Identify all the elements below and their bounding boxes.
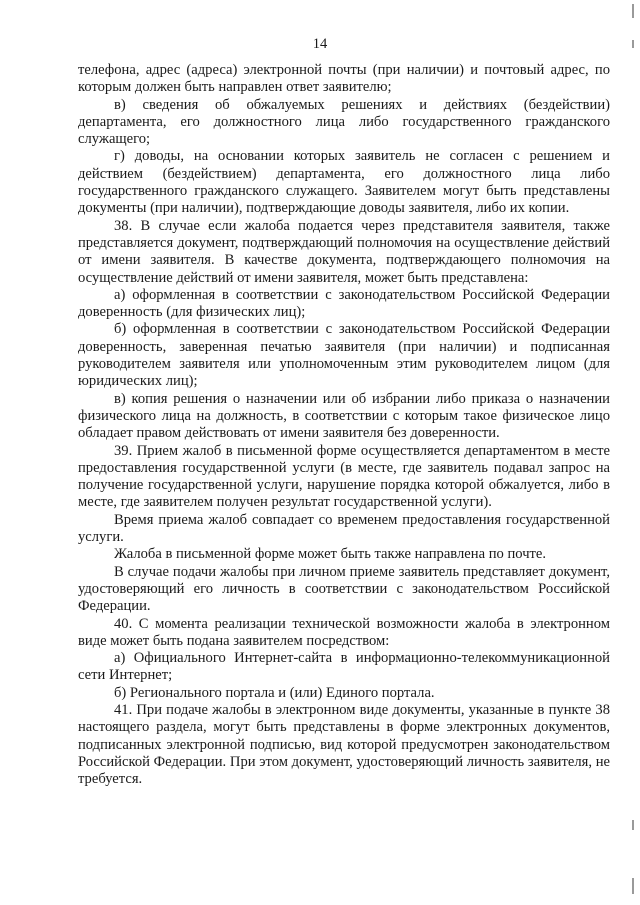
- paragraph: б) Регионального портала и (или) Единого портала.: [114, 684, 435, 701]
- page-number: 14: [312, 36, 328, 52]
- paragraph: В случае подачи жалобы при личном приеме заявитель представляет документ, удостоверяющий его личность в соответствии с законодательством Российской Федерации.: [78, 563, 610, 615]
- paragraph: 40. С момента реализации технической возможности жалоба в электронном виде может быть подана заявителем посредством:: [78, 615, 610, 649]
- paragraph: а) Официального Интернет-сайта в информационно-телекоммуникационной сети Интернет;: [78, 650, 610, 684]
- scan-edge-mark: [632, 878, 634, 894]
- paragraph: 41. При подаче жалобы в электронном виде документы, указанные в пункте 38 настоящего раздела, могут быть представлены в форме электронных документов, подписанных электронной подписью, вид которой предусмотрен законодательством Российской Федерации. При этом документ, удостоверяющий личность заявителя, не требуется.: [78, 701, 610, 788]
- paragraph: г) доводы, на основании которых заявитель не согласен с решением и действием (бездействием) департамента, его должностного лица либо государственного гражданского служащего. Заявителем могут быть представлены документы (при наличии), подтверждающие доводы заявителя, либо их копии.: [78, 148, 610, 217]
- paragraph: в) копия решения о назначении или об избрании либо приказа о назначении физического лица на должность, в соответствии с которым такое физическое лицо обладает правом действовать от имени заявителя без доверенности.: [78, 390, 610, 442]
- paragraph: б) оформленная в соответствии с законодательством Российской Федерации доверенность, заверенная печатью заявителя (при наличии) и подписанная руководителем заявителя или уполномоченным этим руководителем лицом (для юридических лиц);: [78, 321, 610, 390]
- paragraph: 39. Прием жалоб в письменной форме осуществляется департаментом в месте предоставления государственной услуги (в месте, где заявитель подавал запрос на получение государственной услуги, нарушение порядка которой обжалуется, либо в месте, где заявителем получен результат государственной услуги).: [78, 442, 610, 511]
- scan-edge-mark: [632, 820, 634, 830]
- paragraph: телефона, адрес (адреса) электронной почты (при наличии) и почтовый адрес, по которым должен быть направлен ответ заявителю;: [78, 62, 610, 96]
- scan-edge-mark: [632, 4, 634, 18]
- scan-edge-mark: [632, 40, 634, 48]
- paragraph: в) сведения об обжалуемых решениях и действиях (бездействии) департамента, его должностного лица либо государственного гражданского служащего;: [78, 96, 610, 148]
- paragraph: Жалоба в письменной форме может быть также направлена по почте.: [114, 546, 547, 563]
- paragraph: 38. В случае если жалоба подается через представителя заявителя, также представляется документ, подтверждающий полномочия на осуществление действий от имени заявителя. В качестве документа, подтверждающего полномочия на осуществление действий от имени заявителя, может быть представлена:: [78, 217, 610, 286]
- paragraph: а) оформленная в соответствии с законодательством Российской Федерации доверенность (для физических лиц);: [78, 286, 610, 321]
- paragraph: Время приема жалоб совпадает со временем предоставления государственной услуги.: [78, 511, 610, 546]
- document-body: [78, 62, 610, 788]
